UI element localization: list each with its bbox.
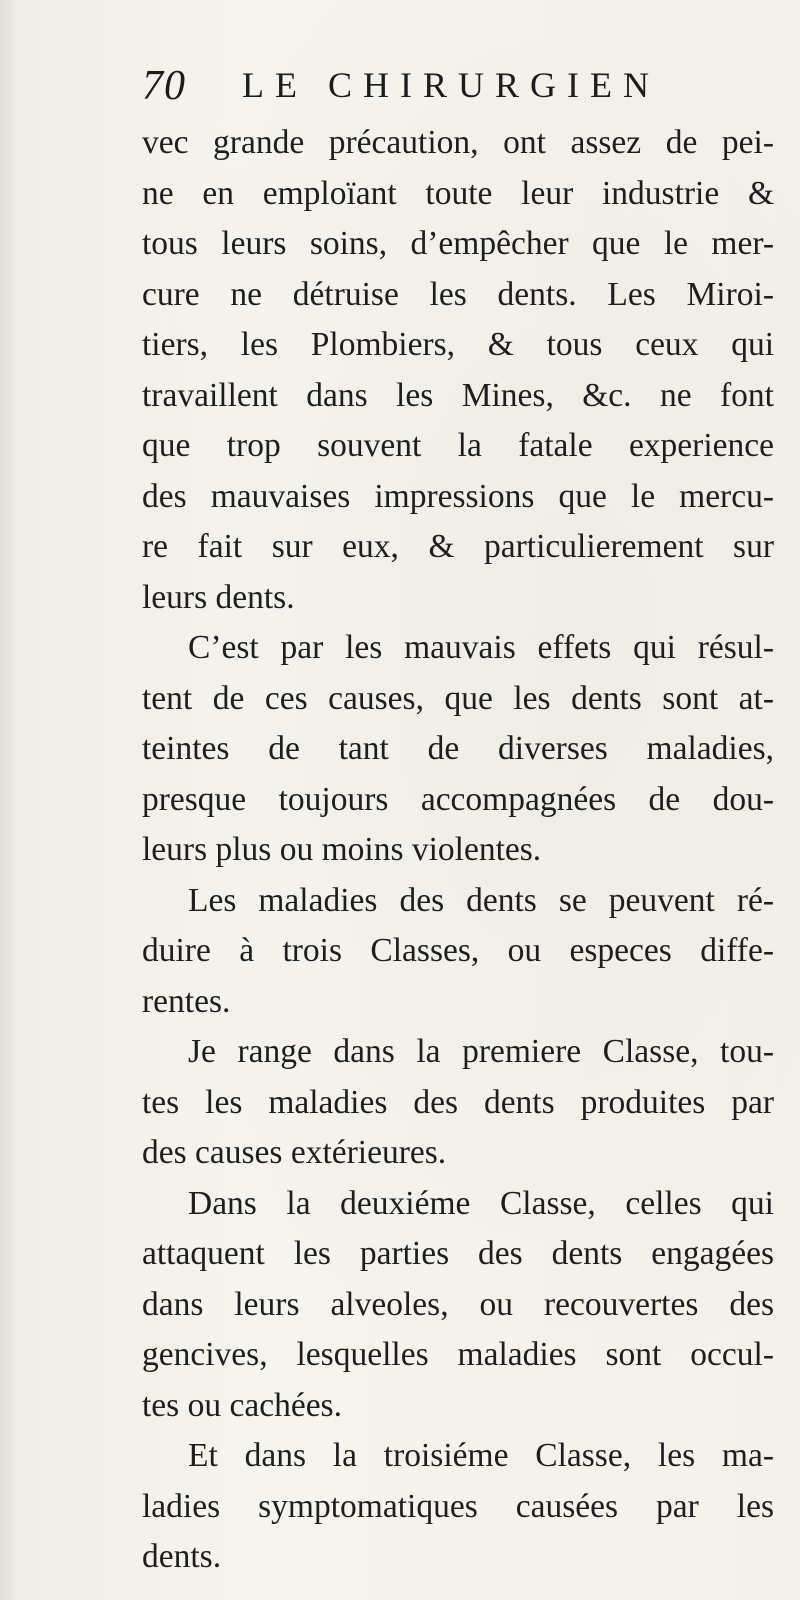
text-line: tes ou cachées. [142,1386,342,1424]
text-line: dans leurs alveoles, ou recouvertes des [142,1285,774,1323]
text-line: travaillent dans les Mines, &c. ne font [142,376,774,414]
text-line: C’est par les mauvais effets qui résul- [188,629,774,666]
text-line: ladies symptomatiques causées par les [142,1487,774,1525]
text-line: leurs plus ou moins violentes. [142,831,542,868]
text-line: gencives, lesquelles maladies sont occul- [142,1336,774,1373]
page-number: 70 [142,63,186,109]
text-line: Je range dans la premiere Classe, tou- [188,1033,774,1070]
page-gutter-shadow [0,0,18,1600]
text-line: leurs dents. [142,578,295,616]
text-line: des causes extérieures. [142,1134,447,1171]
text-line: tiers, les Plombiers, & tous ceux qui [142,326,774,363]
body-text [142,118,774,1583]
text-line: des mauvaises impressions que le mercu- [142,477,774,515]
text-line: ne en emploïant toute leur industrie & [142,174,774,212]
text-line: Dans la deuxiéme Classe, celles qui [188,1184,774,1222]
text-line: tes les maladies des dents produites par [142,1083,774,1121]
text-line: dents. [142,1538,222,1575]
text-line: presque toujours accompagnées de dou- [142,780,774,818]
page-header [142,62,762,112]
text-line: duire à trois Classes, ou especes diffe- [142,932,774,969]
text-line: Les maladies des dents se peuvent ré- [188,881,774,919]
text-line: cure ne détruise les dents. Les Miroi- [142,275,774,313]
text-line: tous leurs soins, d’empêcher que le mer- [142,225,774,262]
text-line: re fait sur eux, & particulierement sur [142,528,774,565]
text-line: attaquent les parties des dents engagées [142,1235,774,1272]
text-line: teintes de tant de diverses maladies, [142,730,774,767]
text-line: que trop souvent la fatale experience [142,427,774,464]
text-line: vec grande précaution, ont assez de pei- [142,124,774,161]
text-line: Et dans la troisiéme Classe, les ma- [188,1437,774,1474]
text-line: tent de ces causes, que les dents sont at- [142,679,774,717]
running-title: LE CHIRURGIEN [242,65,660,105]
text-line: rentes. [142,982,231,1020]
